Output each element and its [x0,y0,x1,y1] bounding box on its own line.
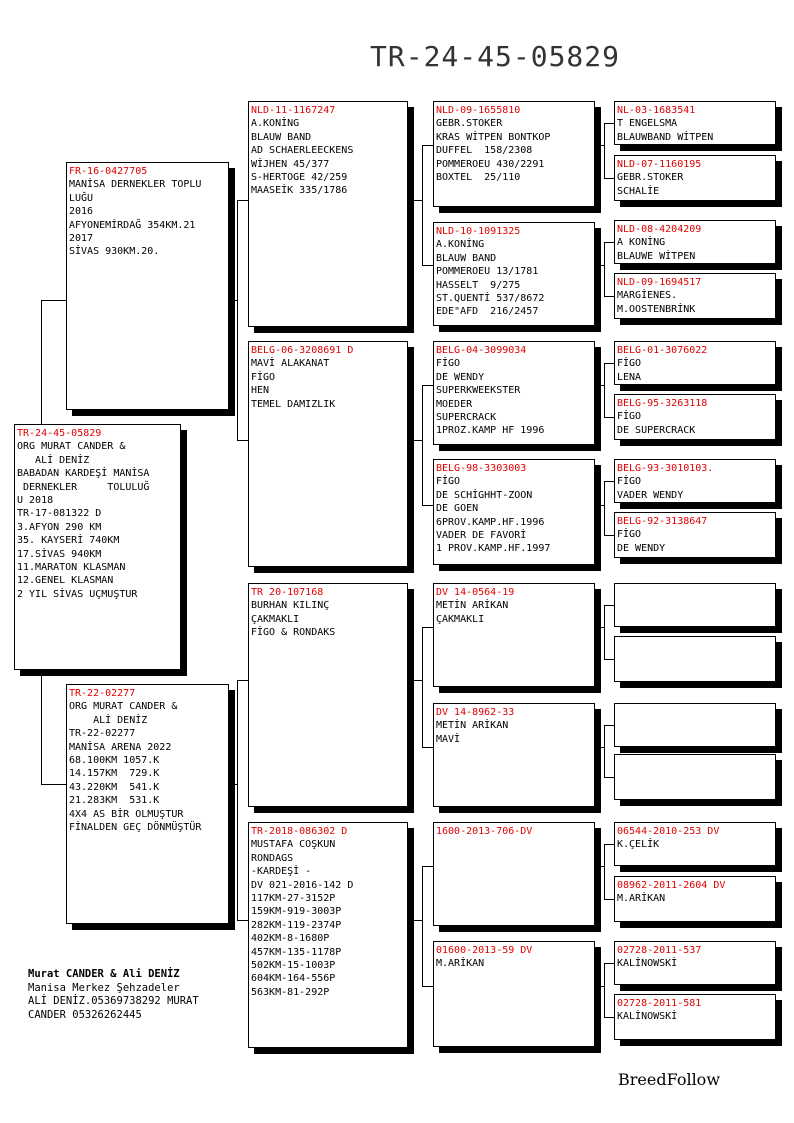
connector-line [604,242,605,296]
connector-line [604,899,614,900]
connector-line [604,963,614,964]
brand-logo-text: BreedFollow [618,1070,721,1089]
pedigree-card-ddsd [614,876,776,922]
connector-line [422,505,433,506]
pedigree-card-sire-sire [248,101,408,327]
ring-number: BELG-93-3010103. [617,463,714,474]
connector-line [604,363,605,417]
card-text-line: MAASEİK 335/1786 [251,185,348,197]
connector-line [422,265,433,266]
card-text-line: FİGO [436,476,461,488]
connector-line [422,866,433,867]
card-text-line: 2 YIL SİVAS UÇMUŞTUR [17,588,138,600]
card-text-line: MAVİ [436,733,461,745]
connector-line [237,680,238,920]
card-text-line: BLAUWBAND WİTPEN [617,131,714,143]
owner-line: Murat CANDER & Ali DENİZ [28,968,180,980]
card-text-line: 402KM-8-1680P [251,933,330,945]
pedigree-title: TR-24-45-05829 [370,40,621,73]
card-text-line: BLAUW BAND [436,252,497,264]
card-text-line: TR-22-02277 [69,728,136,740]
connector-line [604,363,614,364]
card-text-line: FİGO [436,358,461,370]
ring-number: 02728-2011-537 [617,945,702,956]
connector-line [237,440,248,441]
connector-line [422,627,423,747]
card-text-line: SİVAS 930KM.20. [69,246,160,258]
card-text-line: KRAS WİTPEN BONTKOP [436,131,551,143]
card-text-line: VADER WENDY [617,489,684,501]
card-text-line: EDE"AFD 216/2457 [436,306,539,318]
card-text-line: A.KONİNG [251,118,300,130]
card-text-line: POMMEROEU 430/2291 [436,158,545,170]
connector-line [601,747,604,748]
connector-line [237,200,248,201]
card-text-line: FİGO & RONDAKS [251,627,336,639]
card-text-line: GEBR.STOKER [436,118,503,130]
ring-number: NL-03-1683541 [617,105,696,116]
card-text-line: A KONİNG [617,237,666,249]
pedigree-card-sire [66,162,229,410]
ring-number: NLD-09-1694517 [617,277,702,288]
card-text-line: BLAUW BAND [251,131,312,143]
ring-number: NLD-11-1167247 [251,105,336,116]
connector-line [604,417,614,418]
card-text-line: 502KM-15-1003P [251,960,336,972]
card-text-line: RONDAGS [251,852,294,864]
pedigree-card-sddd [614,512,776,558]
ring-number: 1600-2013-706-DV [436,826,533,837]
card-text-line: MANİSA ARENA 2022 [69,741,172,753]
card-text-line: GEBR.STOKER [617,172,684,184]
pedigree-card-subject [14,424,181,670]
card-text-line: 563KM-81-292P [251,986,330,998]
card-text-line: DE WENDY [617,542,666,554]
card-text-line: FİGO [617,358,642,370]
card-text-line: 159KM-919-3003P [251,906,342,918]
connector-line [237,680,248,681]
ring-number: NLD-07-1160195 [617,159,702,170]
card-text-line: SUPERKWEEKSTER [436,385,521,397]
card-text-line: ORG MURAT CANDER & [69,701,178,713]
card-text-line: S-HERTOGE 42/259 [251,172,348,184]
card-text-line: 282KM-119-2374P [251,919,342,931]
card-text-line: K.ÇELİK [617,839,660,851]
connector-line [601,145,604,146]
owner-line: CANDER 05326262445 [28,1008,142,1021]
connector-line [422,145,433,146]
ring-number: TR-24-45-05829 [17,428,102,439]
card-text-line: MARGİENES. [617,290,678,302]
card-text-line: AD SCHAERLEECKENS [251,145,354,157]
connector-line [41,784,66,785]
connector-line [604,844,605,899]
ring-number: 01600-2013-59 DV [436,945,533,956]
card-text-line: FİGO [251,371,276,383]
pedigree-card-ssdd [614,273,776,319]
ring-number: BELG-06-3208691 D [251,345,354,356]
ring-number: FR-16-0427705 [69,166,148,177]
card-text-line: DE SCHİGHHT-ZOON [436,489,533,501]
card-text-line: 17.SİVAS 940KM [17,548,102,560]
pedigree-card-sdd [433,459,595,565]
ring-number: NLD-08-4204209 [617,224,702,235]
pedigree-card-dam [66,684,229,924]
card-text-line: MUSTAFA COŞKUN [251,839,336,851]
card-text-line: ORG MURAT CANDER & [17,441,126,453]
owner-line: ALİ DENİZ.05369738292 MURAT [28,995,199,1007]
connector-line [414,440,422,441]
connector-line [41,300,42,424]
connector-line [601,385,604,386]
card-text-line: -KARDEŞİ - [251,866,312,878]
card-text-line: 604KM-164-556P [251,973,336,985]
pedigree-card-dsdd [614,754,776,800]
card-text-line: SCHALİE [617,185,660,197]
connector-line [604,605,614,606]
connector-line [41,676,42,784]
connector-line [414,920,422,921]
card-text-line: 6PROV.KAMP.HF.1996 [436,516,545,528]
card-text-line: ALİ DENİZ [17,454,90,466]
ring-number: TR-22-02277 [69,688,136,699]
card-text-line: SUPERCRACK [436,412,497,424]
card-text-line: HASSELT 9/275 [436,279,521,291]
pedigree-card-ddds [614,941,776,985]
connector-line [604,777,614,778]
pedigree-card-sssd [614,155,776,201]
card-text-line: 35. KAYSERİ 740KM [17,535,120,547]
card-text-line: ST.QUENTİ 537/8672 [436,293,545,305]
card-text-line: BLAUWE WİTPEN [617,250,696,262]
ring-number: TR-2018-086302 D [251,826,348,837]
card-text-line: TR-17-081322 D [17,508,102,520]
connector-line [422,627,433,628]
ring-number: 08962-2011-2604 DV [617,880,726,891]
connector-line [604,481,605,535]
card-text-line: ÇAKMAKLI [251,613,300,625]
card-text-line: 21.283KM 531.K [69,795,160,807]
connector-line [604,535,614,536]
card-text-line: POMMEROEU 13/1781 [436,266,539,278]
card-text-line: 2016 [69,206,94,218]
ring-number: BELG-98-3303003 [436,463,527,474]
ring-number: DV 14-0564-19 [436,587,515,598]
pedigree-card-sss [433,101,595,207]
card-text-line: TEMEL DAMIZLIK [251,398,336,410]
connector-line [41,300,66,301]
connector-line [422,866,423,986]
card-text-line: 117KM-27-3152P [251,893,336,905]
card-text-line: ÇAKMAKLI [436,613,485,625]
card-text-line: DV 021-2016-142 D [251,879,354,891]
card-text-line: FİGO [617,476,642,488]
pedigree-card-sire-dam [248,341,408,567]
pedigree-card-sdds [614,459,776,503]
connector-line [604,178,614,179]
connector-line [601,627,604,628]
card-text-line: HEN [251,385,270,397]
pedigree-card-dds [433,822,595,926]
card-text-line: MOEDER [436,398,473,410]
pedigree-card-dss [433,583,595,687]
card-text-line: KALİNOWSKİ [617,958,678,970]
connector-line [604,1017,614,1018]
ring-number: BELG-01-3076022 [617,345,708,356]
card-text-line: WİJHEN 45/377 [251,158,330,170]
owner-line: Manisa Merkez Şehzadeler [28,981,180,994]
pedigree-card-sdsd [614,394,776,440]
card-text-line: BURHAN KILINÇ [251,600,330,612]
card-text-line: 68.100KM 1057.K [69,755,160,767]
connector-line [601,866,604,867]
connector-line [422,385,433,386]
connector-line [422,145,423,265]
card-text-line: DUFFEL 158/2308 [436,145,533,157]
card-text-line: FİGO [617,529,642,541]
card-text-line: DERNEKLER TOLULUĞ [17,481,150,493]
card-text-line: 11.MARATON KLASMAN [17,562,126,574]
card-text-line: METİN ARİKAN [436,720,509,732]
connector-line [601,265,604,266]
card-text-line: T ENGELSMA [617,118,678,130]
card-text-line: M.ARİKAN [617,893,666,905]
pedigree-card-dddd [614,994,776,1040]
connector-line [604,725,605,777]
card-text-line: ALİ DENİZ [69,714,148,726]
connector-line [229,784,237,785]
card-text-line: KALİNOWSKİ [617,1011,678,1023]
pedigree-card-dam-sire [248,583,408,807]
connector-line [422,986,433,987]
card-text-line: MANİSA DERNEKLER TOPLU [69,179,202,191]
connector-line [604,725,614,726]
card-text-line: DE WENDY [436,371,485,383]
connector-line [601,505,604,506]
connector-line [414,680,422,681]
card-text-line: MAVİ ALAKANAT [251,358,330,370]
pedigree-card-sdss [614,341,776,385]
connector-line [422,747,433,748]
pedigree-card-ssd [433,222,595,326]
pedigree-card-dssd [614,636,776,682]
pedigree-card-dsds [614,703,776,747]
card-text-line: 2017 [69,233,94,245]
card-text-line: DE GOEN [436,503,479,515]
connector-line [229,300,237,301]
connector-line [414,200,422,201]
ring-number: NLD-09-1655810 [436,105,521,116]
card-text-line: 1 PROV.KAMP.HF.1997 [436,543,551,555]
card-text-line: M.ARİKAN [436,958,485,970]
card-text-line: BOXTEL 25/110 [436,172,521,184]
connector-line [604,242,614,243]
connector-line [604,123,614,124]
connector-line [604,481,614,482]
card-text-line: VADER DE FAVORİ [436,530,527,542]
card-text-line: FİGO [617,411,642,423]
card-text-line: 457KM-135-1178P [251,946,342,958]
connector-line [604,963,605,1017]
pedigree-card-dsss [614,583,776,627]
ring-number: 02728-2011-581 [617,998,702,1009]
pedigree-card-ddd [433,941,595,1047]
pedigree-card-ssss [614,101,776,145]
connector-line [604,844,614,845]
pedigree-card-dsd [433,703,595,807]
owner-info [28,968,199,1022]
ring-number: NLD-10-1091325 [436,226,521,237]
connector-line [604,605,605,659]
card-text-line: DE SUPERCRACK [617,424,696,436]
card-text-line: BABADAN KARDEŞİ MANİSA [17,468,150,480]
card-text-line: M.OOSTENBRİNK [617,303,696,315]
card-text-line: LUĞU [69,192,94,204]
card-text-line: METİN ARİKAN [436,600,509,612]
card-text-line: U 2018 [17,495,54,507]
ring-number: 06544-2010-253 DV [617,826,720,837]
connector-line [237,200,238,440]
connector-line [604,123,605,178]
connector-line [422,385,423,505]
card-text-line: A.KONİNG [436,239,485,251]
ring-number: DV 14-8962-33 [436,707,515,718]
card-text-line: 4X4 AS BİR OLMUŞTUR [69,808,184,820]
ring-number: BELG-92-3138647 [617,516,708,527]
pedigree-card-ssds [614,220,776,264]
ring-number: BELG-95-3263118 [617,398,708,409]
connector-line [604,296,614,297]
card-text-line: 1PROZ.KAMP HF 1996 [436,425,545,437]
pedigree-card-dam-dam [248,822,408,1048]
pedigree-card-sds [433,341,595,445]
connector-line [604,659,614,660]
card-text-line: FİNALDEN GEÇ DÖNMÜŞTÜR [69,822,202,834]
pedigree-card-ddss [614,822,776,866]
connector-line [237,920,248,921]
card-text-line: 14.157KM 729.K [69,768,160,780]
card-text-line: LENA [617,371,642,383]
card-text-line: AFYONEMİRDAĞ 354KM.21 [69,219,196,231]
ring-number: BELG-04-3099034 [436,345,527,356]
connector-line [601,986,604,987]
card-text-line: 43.220KM 541.K [69,781,160,793]
card-text-line: 3.AFYON 290 KM [17,521,102,533]
ring-number: TR 20-107168 [251,587,324,598]
card-text-line: 12.GENEL KLASMAN [17,575,114,587]
